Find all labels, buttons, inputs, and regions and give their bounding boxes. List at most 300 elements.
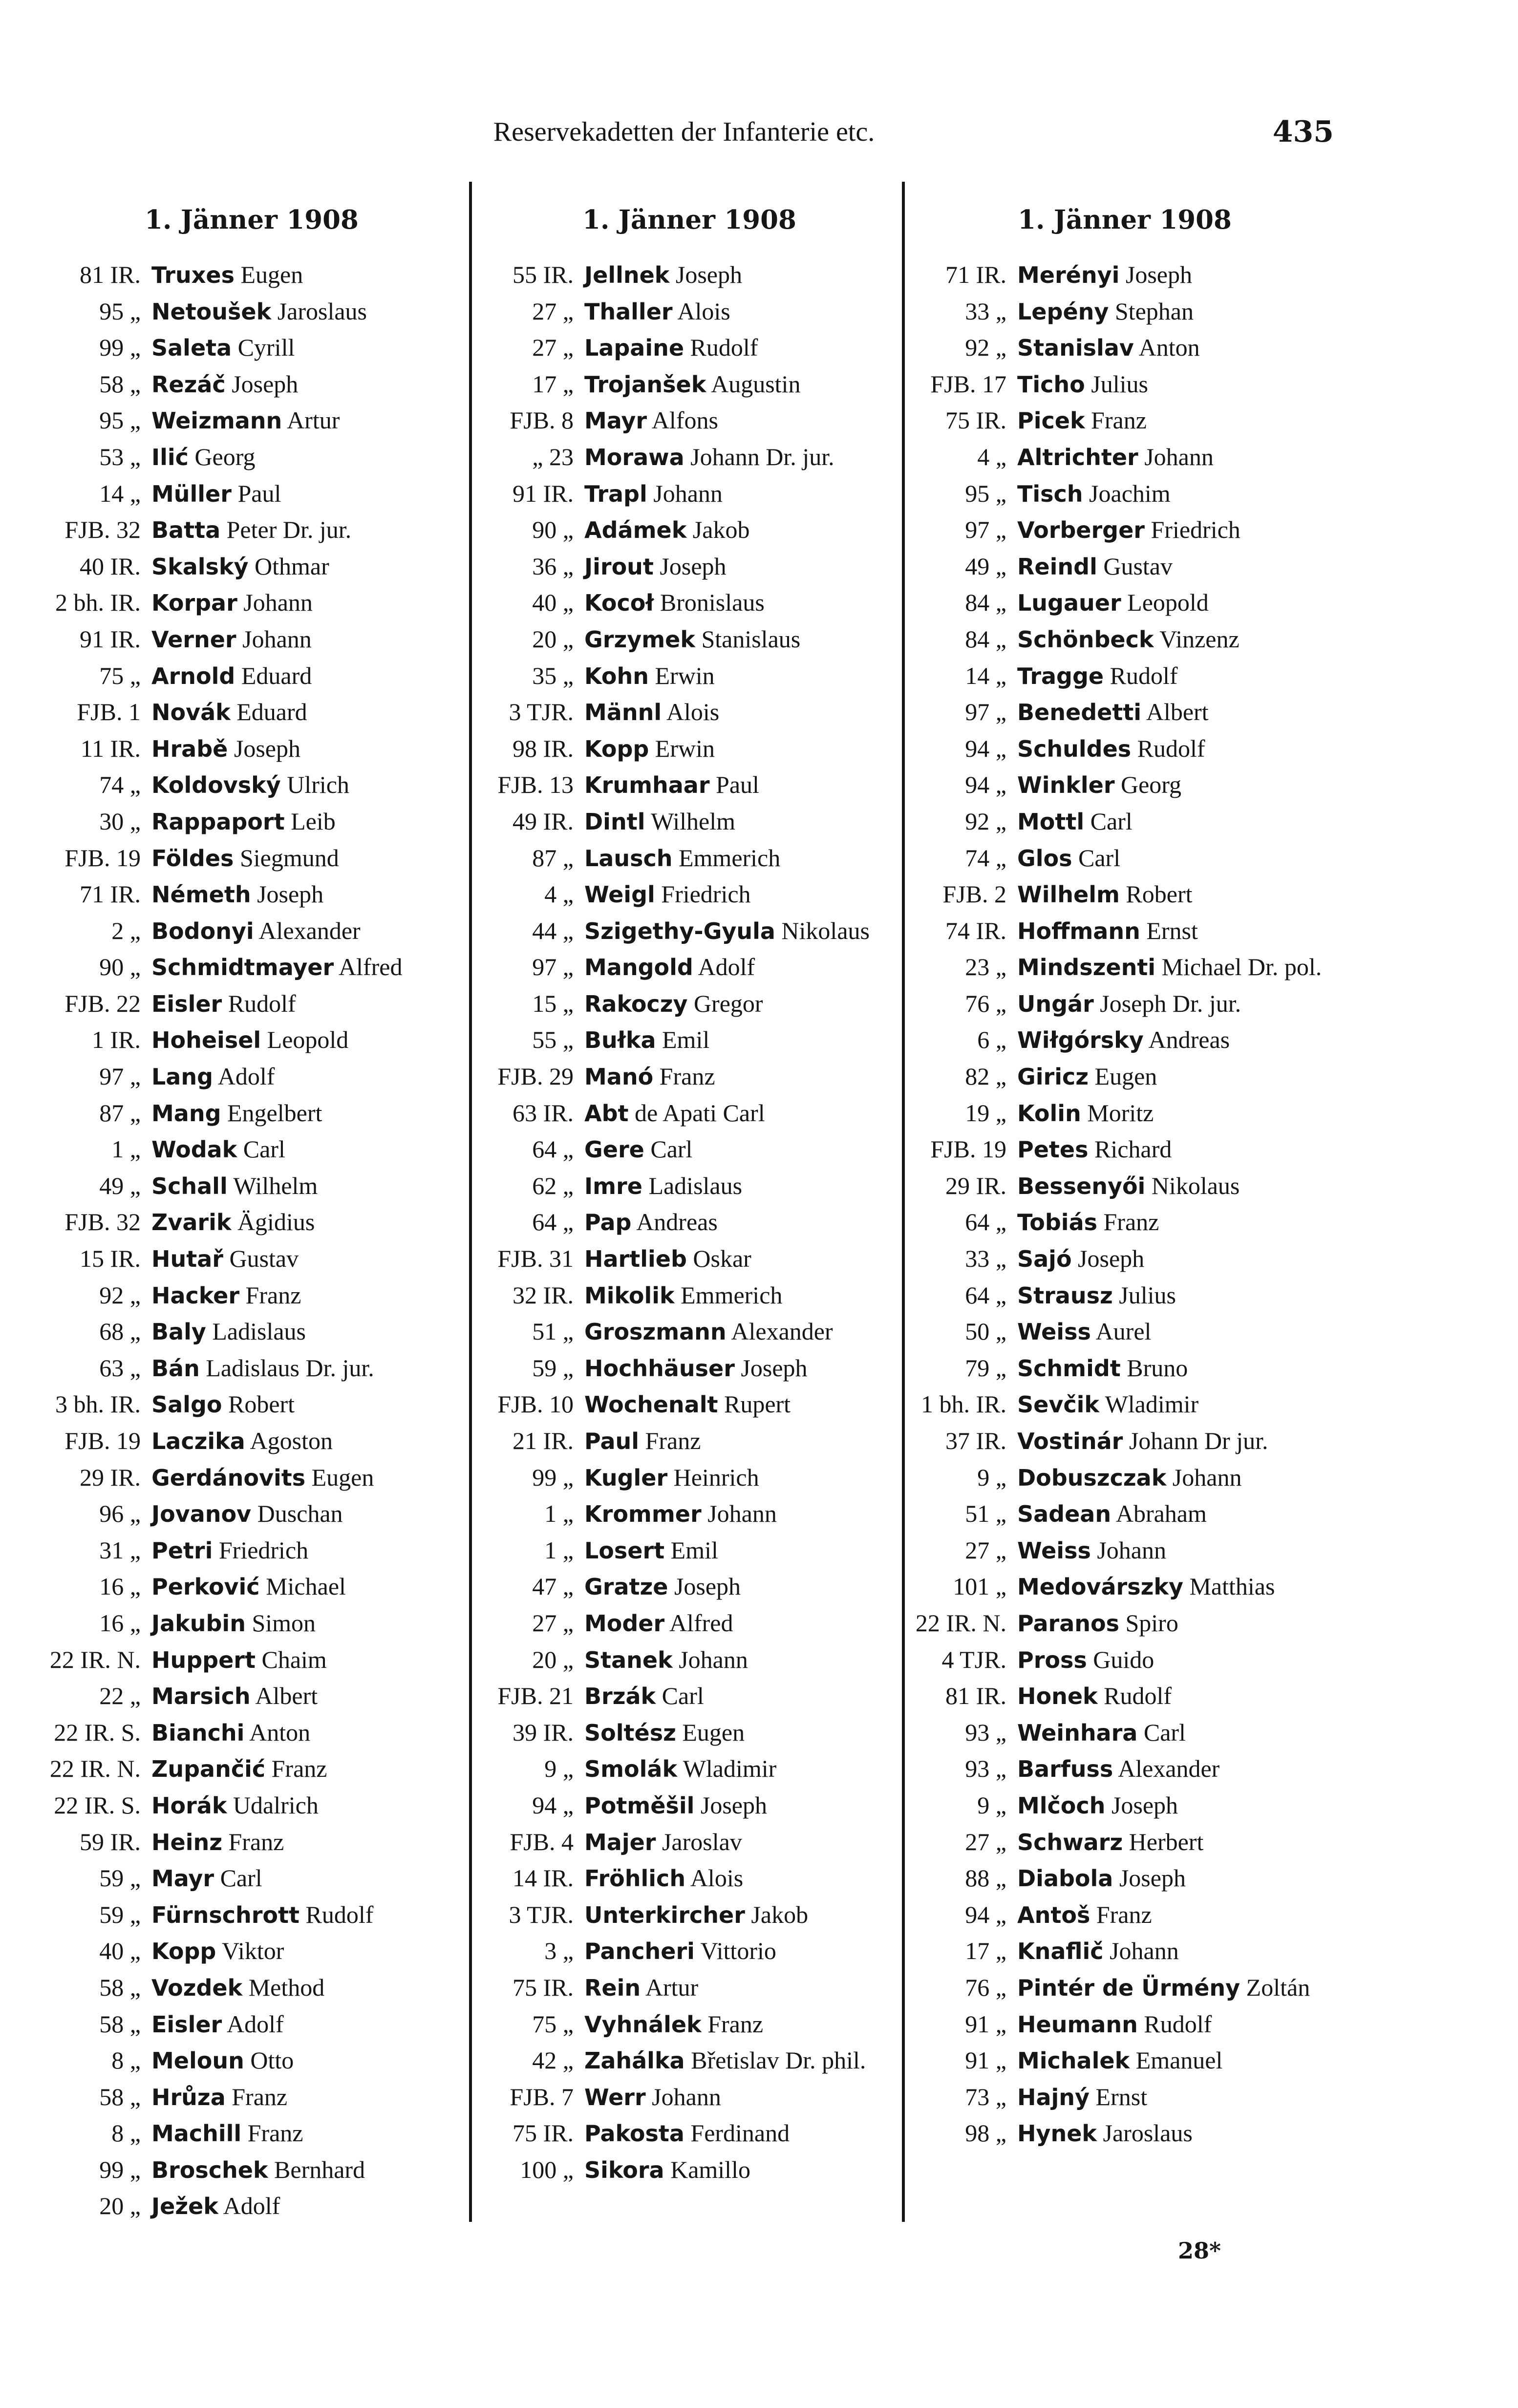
surname: Mindszenti [1017,954,1156,981]
surname: Machill [151,2120,242,2147]
unit-label: 63 IR. [513,1099,574,1127]
surname: Arnold [151,662,235,689]
list-item [915,1970,1335,2006]
unit-label: 99 „ [532,1463,574,1491]
list-item [482,2152,897,2189]
given-name: Franz [245,1281,301,1309]
list-item [482,1642,897,1679]
person-name [584,1059,897,1095]
person-name [584,658,897,695]
unit-label: 81 IR. [945,1682,1006,1710]
unit-label: 92 „ [965,334,1006,362]
surname: Majer [584,1829,656,1855]
person-name [1017,840,1335,877]
surname: Mayr [584,407,647,434]
list-item [49,476,454,512]
given-name: Vinzenz [1159,625,1240,653]
list-item [49,2043,454,2079]
list-item [482,804,897,840]
list-item [49,1314,454,1350]
surname: Groszmann [584,1319,727,1345]
surname: Schuldes [1017,735,1132,762]
list-item [49,549,454,585]
surname: Altrichter [1017,444,1138,470]
person-name [151,731,454,767]
given-name: Joseph [675,261,742,288]
person-name [1017,257,1335,294]
surname: Marsich [151,1683,251,1710]
unit-label: 55 „ [532,1026,574,1054]
surname: Gerdánovits [151,1464,306,1491]
list-item [915,1386,1335,1423]
person-name [151,1350,454,1387]
unit-label: 63 „ [99,1354,141,1382]
given-name: Viktor [221,1937,284,1965]
unit-label: 17 „ [532,370,574,398]
list-item [915,1095,1335,1132]
list-item [482,1569,897,1605]
given-name: Emil [670,1536,718,1564]
list-item [482,403,897,439]
surname: Lepény [1017,298,1109,325]
surname: Sadean [1017,1501,1112,1528]
unit-label: 37 IR. [945,1427,1006,1454]
person-name [1017,1168,1335,1205]
person-name [584,1022,897,1059]
list-item [482,1131,897,1168]
person-name [1017,1824,1335,1861]
given-name: Emil [662,1026,710,1054]
entry-list [482,257,897,2188]
list-item [915,621,1335,658]
given-name: Franz [1091,406,1147,434]
unit-label: 9 „ [977,1791,1006,1819]
list-item [49,949,454,986]
list-item [482,913,897,950]
unit-label: 64 „ [532,1135,574,1163]
list-item [915,949,1335,986]
surname: Perković [151,1574,260,1600]
list-item [915,986,1335,1023]
given-name: Carl [1078,844,1121,872]
surname: Szigethy-Gyula [584,917,775,944]
given-name: Leopold [1127,589,1209,617]
list-item [915,585,1335,621]
surname: Manó [584,1064,654,1090]
person-name [1017,2006,1335,2043]
unit-label: 27 „ [965,1828,1006,1855]
unit-label: 4 „ [977,443,1006,470]
surname: Tisch [1017,480,1083,507]
list-item [482,1605,897,1642]
list-item [915,1241,1335,1278]
list-item [49,1460,454,1496]
unit-label: 27 „ [532,1609,574,1637]
list-item [49,585,454,621]
list-item [915,1460,1335,1496]
surname: Losert [584,1537,665,1564]
unit-label: 16 „ [99,1573,141,1600]
given-name: Alfred [338,953,403,981]
surname: Fröhlich [584,1865,686,1892]
unit-label: FJB. 29 [497,1063,574,1090]
unit-label: 59 „ [99,1864,141,1892]
unit-label: 94 „ [532,1791,574,1819]
surname: Hochhäuser [584,1355,735,1382]
given-name: Joseph [660,552,727,580]
unit-label: 81 IR. [80,261,141,288]
list-item [482,1751,897,1788]
person-name [151,1386,454,1423]
list-item [915,1824,1335,1861]
surname: Smolák [584,1756,678,1783]
given-name: Albert [255,1682,318,1710]
given-name: Carl [1090,807,1133,835]
surname: Eisler [151,990,222,1017]
person-name [151,1278,454,1314]
person-name [584,1131,897,1168]
unit-label: 97 „ [99,1063,141,1090]
given-name: Eugen [682,1718,745,1746]
given-name: Bronislaus [660,589,765,617]
unit-label: 1 „ [111,1135,141,1163]
person-name [151,1751,454,1788]
given-name: Albert [1146,698,1209,726]
surname: Pap [584,1209,632,1236]
surname: Barfuss [1017,1756,1113,1783]
person-name [584,840,897,877]
person-name [584,2115,897,2152]
given-name: Kamillo [670,2155,750,2183]
unit-label: FJB. 19 [930,1135,1006,1163]
surname: Bodonyi [151,917,254,944]
person-name [584,1095,897,1132]
list-item [915,658,1335,695]
person-name [1017,658,1335,695]
person-name [151,476,454,512]
person-name [1017,1678,1335,1715]
unit-label: 40 IR. [80,552,141,580]
given-name: Franz [707,2010,764,2038]
unit-label: 16 „ [99,1609,141,1637]
list-item [49,658,454,695]
unit-label: 95 „ [99,297,141,325]
list-item [482,1241,897,1278]
person-name [151,1314,454,1350]
unit-label: 94 „ [965,734,1006,762]
given-name: Johann [1110,1937,1179,1965]
column-rule [902,182,905,2222]
surname: Bułka [584,1027,656,1054]
given-name: Ulrich [287,771,349,799]
unit-label: 98 „ [965,2119,1006,2147]
surname: Netoušek [151,298,272,325]
person-name [584,2006,897,2043]
given-name: Alexander [731,1318,833,1345]
given-name: Alexander [1118,1755,1220,1783]
given-name: Jaroslaus [277,297,367,325]
person-name [584,986,897,1023]
list-item [49,330,454,366]
list-item [915,1933,1335,1970]
given-name: Wladimir [1105,1390,1199,1418]
list-item [482,1460,897,1496]
surname: Wilhelm [1017,881,1120,908]
person-name [584,1824,897,1861]
list-item [482,2115,897,2152]
given-name: Jaroslaus [1103,2119,1193,2147]
given-name: Duschan [257,1500,343,1528]
surname: Vostinár [1017,1428,1123,1454]
unit-label: 64 „ [965,1208,1006,1236]
surname: Rakoczy [584,990,688,1017]
surname: Lang [151,1064,214,1090]
surname: Salgo [151,1391,222,1418]
surname: Knaflič [1017,1938,1104,1965]
surname: Morawa [584,444,684,470]
given-name: Andreas [1148,1026,1230,1054]
unit-label: 93 „ [965,1755,1006,1783]
unit-label: 74 „ [99,771,141,799]
surname: Krumhaar [584,772,710,799]
surname: Lapaine [584,335,684,362]
surname: Heinz [151,1829,222,1855]
person-name [584,1860,897,1897]
person-name [151,1824,454,1861]
list-item [482,2043,897,2079]
surname: Paul [584,1428,640,1454]
list-item [49,1860,454,1897]
person-name [1017,621,1335,658]
surname: Unterkircher [584,1901,745,1928]
given-name: Adolf [223,2192,280,2220]
surname: Mottl [1017,808,1085,835]
surname: Weizmann [151,407,282,434]
unit-label: 9 „ [544,1755,574,1783]
list-item [915,1350,1335,1387]
surname: Trojanšek [584,371,706,398]
unit-label: 68 „ [99,1318,141,1345]
list-item [49,731,454,767]
surname: Schmidtmayer [151,954,334,981]
given-name: Georg [1121,771,1182,799]
given-name: Erwin [655,734,715,762]
list-item [915,2006,1335,2043]
surname: Stanek [584,1646,673,1673]
list-item [482,439,897,476]
unit-label: 1 bh. IR. [921,1390,1006,1418]
surname: Wodak [151,1136,237,1163]
unit-label: FJB. 7 [510,2083,574,2110]
surname: Tragge [1017,662,1104,689]
list-item [482,1496,897,1533]
person-name [1017,1496,1335,1533]
unit-label: FJB. 10 [497,1390,574,1418]
surname: Schönbeck [1017,626,1154,653]
person-name [1017,1350,1335,1387]
given-name: Herbert [1129,1828,1204,1855]
person-name [151,257,454,294]
signature-mark: 28* [1177,2238,1221,2264]
given-name: Alfred [669,1609,733,1637]
list-item [915,1533,1335,1569]
given-name: Leib [291,807,336,835]
given-name: Franz [1096,1900,1152,1928]
given-name: Johann [707,1500,777,1528]
surname: Wiłgórsky [1017,1027,1144,1054]
list-item [915,1204,1335,1241]
surname: Ježek [151,2193,218,2220]
surname: Bessenyői [1017,1172,1146,1199]
given-name: Paul [716,771,759,799]
person-name [1017,2079,1335,2116]
person-name [1017,403,1335,439]
person-name [1017,1059,1335,1095]
unit-label: 51 „ [532,1318,574,1345]
list-item [482,366,897,403]
unit-label: FJB. 32 [64,1208,141,1236]
given-name: Artur [287,406,340,434]
surname: Zvarik [151,1209,232,1236]
person-name [151,1933,454,1970]
unit-label: 15 „ [532,989,574,1017]
unit-label: 2 „ [111,916,141,944]
person-name [584,2152,897,2189]
surname: Schwarz [1017,1829,1123,1855]
person-name [584,1751,897,1788]
given-name: Udalrich [233,1791,319,1819]
unit-label: 55 IR. [513,261,574,288]
given-name: Franz [232,2083,288,2110]
person-name [584,585,897,621]
given-name: Augustin [711,370,801,398]
unit-label: 51 „ [965,1500,1006,1528]
person-name [1017,986,1335,1023]
surname: Hutař [151,1246,223,1273]
surname: Antoš [1017,1901,1090,1928]
unit-label: 90 „ [532,516,574,544]
given-name: Robert [1126,880,1193,908]
list-item [482,1970,897,2006]
surname: Winkler [1017,772,1115,799]
person-name [1017,2115,1335,2152]
unit-label: 58 „ [99,2083,141,2110]
unit-label: 42 „ [532,2046,574,2074]
surname: Potměšil [584,1792,695,1819]
list-item [49,621,454,658]
unit-label: 14 „ [965,661,1006,689]
given-name: Heinrich [673,1463,759,1491]
list-item [482,1059,897,1095]
unit-label: 53 „ [99,443,141,470]
list-item [915,2043,1335,2079]
unit-label: FJB. 19 [64,844,141,872]
given-name: Jakob [751,1900,809,1928]
unit-label: 62 „ [532,1172,574,1199]
list-item [49,1423,454,1460]
list-item [49,2188,454,2225]
unit-label: 64 „ [965,1281,1006,1309]
person-name [584,913,897,950]
unit-label: 49 IR. [513,807,574,835]
person-name [584,1241,897,1278]
given-name: Nikolaus [781,916,870,944]
list-item [915,1022,1335,1059]
given-name: Rudolf [1104,1682,1172,1710]
person-name [151,1168,454,1205]
list-item [915,403,1335,439]
unit-label: 97 „ [965,516,1006,544]
given-name: Joseph [741,1354,808,1382]
surname: Männl [584,699,662,726]
surname: Jirout [584,553,654,580]
given-name: Emmerich [681,1281,783,1309]
surname: Vyhnálek [584,2011,702,2038]
list-item [49,294,454,330]
surname: Mang [151,1100,221,1127]
person-name [151,1788,454,1824]
given-name: Friedrich [218,1536,309,1564]
person-name [151,2188,454,2225]
person-name [1017,1751,1335,1788]
unit-label: 76 „ [965,1973,1006,2001]
unit-label: 29 IR. [945,1172,1006,1199]
list-item [49,2152,454,2189]
surname: Michalek [1017,2047,1130,2074]
unit-label: FJB. 32 [64,516,141,544]
list-item [915,1751,1335,1788]
unit-label: 30 „ [99,807,141,835]
person-name [1017,549,1335,585]
unit-label: 87 „ [99,1099,141,1127]
unit-label: 35 „ [532,661,574,689]
surname: Hrabě [151,735,228,762]
surname: Hacker [151,1282,240,1309]
list-item [915,1642,1335,1679]
surname: Petri [151,1537,213,1564]
list-item [49,1168,454,1205]
person-name [1017,1095,1335,1132]
surname: Weigl [584,881,655,908]
list-item [49,840,454,877]
given-name: Rudolf [1137,734,1205,762]
person-name [151,621,454,658]
given-name: Carl [650,1135,693,1163]
surname: Wochenalt [584,1391,718,1418]
given-name: Joseph [1125,261,1192,288]
person-name [151,366,454,403]
unit-label: 59 „ [532,1354,574,1382]
list-item [49,1605,454,1642]
surname: Pross [1017,1646,1087,1673]
unit-label: 33 „ [965,297,1006,325]
list-item [482,476,897,512]
given-name: Emanuel [1135,2046,1223,2074]
person-name [1017,694,1335,731]
person-name [151,913,454,950]
person-name [1017,1569,1335,1605]
given-name: Joseph [232,370,299,398]
list-item [482,1314,897,1350]
surname: Jakubin [151,1610,246,1637]
column-heading: 1. Jänner 1908 [1018,205,1232,235]
list-item [482,2079,897,2116]
person-name [151,1970,454,2006]
surname: Grzymek [584,626,695,653]
person-name [151,2115,454,2152]
list-item [915,731,1335,767]
unit-label: 44 „ [532,916,574,944]
